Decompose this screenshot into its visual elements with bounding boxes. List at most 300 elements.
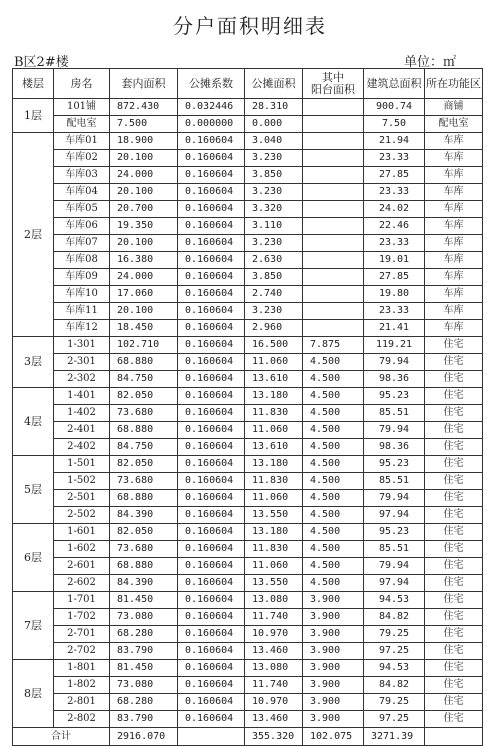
room-cell: 2-702 bbox=[54, 643, 110, 660]
share-coef-cell: 0.160604 bbox=[178, 235, 245, 252]
table-footer bbox=[13, 728, 483, 746]
share-area-cell: 13.180 bbox=[245, 524, 303, 541]
total-area-cell: 97.25 bbox=[364, 643, 425, 660]
share-coef-cell: 0.160604 bbox=[178, 677, 245, 694]
zone-cell: 车库 bbox=[425, 218, 483, 235]
room-cell: 1-502 bbox=[54, 473, 110, 490]
share-area-cell: 11.740 bbox=[245, 677, 303, 694]
inner-area-cell: 81.450 bbox=[110, 660, 178, 677]
table-row bbox=[13, 473, 483, 490]
room-cell: 2-302 bbox=[54, 371, 110, 388]
inner-area-cell: 872.430 bbox=[110, 99, 178, 116]
share-area-cell: 0.000 bbox=[245, 116, 303, 133]
share-coef-cell: 0.160604 bbox=[178, 643, 245, 660]
total-area-cell: 97.94 bbox=[364, 575, 425, 592]
share-area-cell: 3.110 bbox=[245, 218, 303, 235]
share-coef-cell: 0.160604 bbox=[178, 626, 245, 643]
room-cell: 2-301 bbox=[54, 354, 110, 371]
inner-area-cell: 83.790 bbox=[110, 643, 178, 660]
total-zone bbox=[425, 728, 483, 746]
share-coef-cell: 0.160604 bbox=[178, 524, 245, 541]
zone-cell: 住宅 bbox=[425, 592, 483, 609]
share-coef-cell: 0.160604 bbox=[178, 609, 245, 626]
share-area-cell: 2.740 bbox=[245, 286, 303, 303]
header-share-area: 公摊面积 bbox=[245, 69, 303, 99]
share-area-cell: 28.310 bbox=[245, 99, 303, 116]
balcony-cell: 3.900 bbox=[303, 592, 364, 609]
inner-area-cell: 102.710 bbox=[110, 337, 178, 354]
zone-cell: 车库 bbox=[425, 235, 483, 252]
share-area-cell: 3.230 bbox=[245, 150, 303, 167]
share-area-cell: 3.230 bbox=[245, 235, 303, 252]
zone-cell: 住宅 bbox=[425, 388, 483, 405]
room-cell: 2-502 bbox=[54, 507, 110, 524]
inner-area-cell: 20.100 bbox=[110, 303, 178, 320]
zone-cell: 车库 bbox=[425, 303, 483, 320]
zone-cell: 住宅 bbox=[425, 694, 483, 711]
inner-area-cell: 20.100 bbox=[110, 184, 178, 201]
zone-cell: 住宅 bbox=[425, 524, 483, 541]
zone-cell: 住宅 bbox=[425, 677, 483, 694]
share-coef-cell: 0.160604 bbox=[178, 711, 245, 728]
room-cell: 车库08 bbox=[54, 252, 110, 269]
share-coef-cell: 0.160604 bbox=[178, 218, 245, 235]
inner-area-cell: 82.050 bbox=[110, 388, 178, 405]
share-area-cell: 3.850 bbox=[245, 167, 303, 184]
zone-cell: 住宅 bbox=[425, 422, 483, 439]
total-area-cell: 85.51 bbox=[364, 541, 425, 558]
share-coef-cell: 0.160604 bbox=[178, 133, 245, 150]
table-row bbox=[13, 269, 483, 286]
zone-cell: 住宅 bbox=[425, 490, 483, 507]
inner-area-cell: 68.880 bbox=[110, 422, 178, 439]
share-area-cell: 13.460 bbox=[245, 711, 303, 728]
table-header bbox=[13, 69, 483, 99]
inner-area-cell: 73.680 bbox=[110, 405, 178, 422]
room-cell: 车库05 bbox=[54, 201, 110, 218]
inner-area-cell: 82.050 bbox=[110, 456, 178, 473]
total-area-cell: 85.51 bbox=[364, 473, 425, 490]
header-zone: 所在功能区 bbox=[425, 69, 483, 99]
total-row bbox=[13, 728, 483, 746]
zone-cell: 住宅 bbox=[425, 456, 483, 473]
room-cell: 2-701 bbox=[54, 626, 110, 643]
share-area-cell: 3.850 bbox=[245, 269, 303, 286]
inner-area-cell: 20.100 bbox=[110, 150, 178, 167]
area-table bbox=[12, 68, 483, 746]
table-row bbox=[13, 150, 483, 167]
balcony-cell: 4.500 bbox=[303, 541, 364, 558]
table-row bbox=[13, 524, 483, 541]
balcony-cell: 3.900 bbox=[303, 660, 364, 677]
share-area-cell: 13.080 bbox=[245, 592, 303, 609]
share-area-cell: 11.740 bbox=[245, 609, 303, 626]
balcony-cell: 4.500 bbox=[303, 575, 364, 592]
floor-cell: 4层 bbox=[13, 388, 54, 456]
room-cell: 车库11 bbox=[54, 303, 110, 320]
room-cell: 1-401 bbox=[54, 388, 110, 405]
room-cell: 配电室 bbox=[54, 116, 110, 133]
balcony-cell: 4.500 bbox=[303, 490, 364, 507]
page-title: 分户面积明细表 bbox=[173, 14, 327, 38]
table-row bbox=[13, 337, 483, 354]
inner-area-cell: 19.350 bbox=[110, 218, 178, 235]
balcony-cell: 3.900 bbox=[303, 711, 364, 728]
total-area-cell: 27.85 bbox=[364, 269, 425, 286]
total-area-cell: 79.94 bbox=[364, 558, 425, 575]
balcony-cell: 4.500 bbox=[303, 456, 364, 473]
table-row bbox=[13, 303, 483, 320]
inner-area-cell: 18.450 bbox=[110, 320, 178, 337]
zone-cell: 住宅 bbox=[425, 507, 483, 524]
balcony-cell: 4.500 bbox=[303, 354, 364, 371]
total-area-cell: 7.50 bbox=[364, 116, 425, 133]
total-label: 合计 bbox=[13, 728, 110, 746]
share-coef-cell: 0.160604 bbox=[178, 439, 245, 456]
share-coef-cell: 0.160604 bbox=[178, 337, 245, 354]
room-cell: 车库10 bbox=[54, 286, 110, 303]
balcony-cell: 3.900 bbox=[303, 694, 364, 711]
share-coef-cell: 0.032446 bbox=[178, 99, 245, 116]
balcony-cell: 3.900 bbox=[303, 626, 364, 643]
room-cell: 1-801 bbox=[54, 660, 110, 677]
total-area-cell: 97.94 bbox=[364, 507, 425, 524]
balcony-cell: 4.500 bbox=[303, 524, 364, 541]
balcony-cell bbox=[303, 99, 364, 116]
room-cell: 1-301 bbox=[54, 337, 110, 354]
inner-area-cell: 84.390 bbox=[110, 575, 178, 592]
inner-area-cell: 73.080 bbox=[110, 609, 178, 626]
share-coef-cell: 0.160604 bbox=[178, 592, 245, 609]
total-area-cell: 21.94 bbox=[364, 133, 425, 150]
share-area-cell: 10.970 bbox=[245, 694, 303, 711]
header-balcony-line2: 阳台面积 bbox=[311, 82, 355, 96]
share-area-cell: 3.320 bbox=[245, 201, 303, 218]
share-area-cell: 13.610 bbox=[245, 439, 303, 456]
balcony-cell bbox=[303, 235, 364, 252]
header-share-coef: 公摊系数 bbox=[178, 69, 245, 99]
balcony-cell: 7.875 bbox=[303, 337, 364, 354]
zone-cell: 商铺 bbox=[425, 99, 483, 116]
room-cell: 2-802 bbox=[54, 711, 110, 728]
table-row bbox=[13, 422, 483, 439]
balcony-cell bbox=[303, 286, 364, 303]
share-coef-cell: 0.160604 bbox=[178, 660, 245, 677]
inner-area-cell: 16.380 bbox=[110, 252, 178, 269]
total-area-cell: 79.94 bbox=[364, 354, 425, 371]
header-floor: 楼层 bbox=[13, 69, 54, 99]
total-area-cell: 79.94 bbox=[364, 490, 425, 507]
share-coef-cell: 0.160604 bbox=[178, 252, 245, 269]
zone-cell: 车库 bbox=[425, 320, 483, 337]
inner-area-cell: 18.900 bbox=[110, 133, 178, 150]
room-cell: 1-802 bbox=[54, 677, 110, 694]
building-label: B区2#楼 bbox=[14, 55, 69, 70]
room-cell: 2-501 bbox=[54, 490, 110, 507]
table-body bbox=[13, 99, 483, 728]
balcony-cell bbox=[303, 320, 364, 337]
balcony-cell bbox=[303, 269, 364, 286]
share-area-cell: 11.060 bbox=[245, 354, 303, 371]
table-row bbox=[13, 388, 483, 405]
inner-area-cell: 84.390 bbox=[110, 507, 178, 524]
total-total-area: 3271.39 bbox=[364, 728, 425, 746]
zone-cell: 住宅 bbox=[425, 337, 483, 354]
share-coef-cell: 0.160604 bbox=[178, 201, 245, 218]
share-area-cell: 13.460 bbox=[245, 643, 303, 660]
table-row bbox=[13, 541, 483, 558]
balcony-cell: 3.900 bbox=[303, 643, 364, 660]
zone-cell: 车库 bbox=[425, 167, 483, 184]
total-area-cell: 19.80 bbox=[364, 286, 425, 303]
table-row bbox=[13, 405, 483, 422]
room-cell: 1-402 bbox=[54, 405, 110, 422]
room-cell: 车库06 bbox=[54, 218, 110, 235]
header-room: 房名 bbox=[54, 69, 110, 99]
table-row bbox=[13, 575, 483, 592]
share-area-cell: 11.830 bbox=[245, 405, 303, 422]
zone-cell: 住宅 bbox=[425, 405, 483, 422]
share-coef-cell: 0.160604 bbox=[178, 575, 245, 592]
share-area-cell: 13.550 bbox=[245, 507, 303, 524]
zone-cell: 车库 bbox=[425, 252, 483, 269]
share-coef-cell: 0.160604 bbox=[178, 269, 245, 286]
total-area-cell: 79.25 bbox=[364, 694, 425, 711]
inner-area-cell: 20.100 bbox=[110, 235, 178, 252]
share-coef-cell: 0.160604 bbox=[178, 167, 245, 184]
balcony-cell: 4.500 bbox=[303, 558, 364, 575]
total-area-cell: 94.53 bbox=[364, 660, 425, 677]
balcony-cell: 4.500 bbox=[303, 422, 364, 439]
total-area-cell: 84.82 bbox=[364, 609, 425, 626]
total-area-cell: 95.23 bbox=[364, 524, 425, 541]
table-row bbox=[13, 439, 483, 456]
room-cell: 车库04 bbox=[54, 184, 110, 201]
room-cell: 车库02 bbox=[54, 150, 110, 167]
zone-cell: 车库 bbox=[425, 269, 483, 286]
inner-area-cell: 73.680 bbox=[110, 541, 178, 558]
table-row bbox=[13, 592, 483, 609]
room-cell: 车库09 bbox=[54, 269, 110, 286]
room-cell: 1-701 bbox=[54, 592, 110, 609]
table-row bbox=[13, 354, 483, 371]
room-cell: 2-801 bbox=[54, 694, 110, 711]
total-share-area: 355.320 bbox=[245, 728, 303, 746]
balcony-cell bbox=[303, 150, 364, 167]
zone-cell: 车库 bbox=[425, 184, 483, 201]
zone-cell: 住宅 bbox=[425, 643, 483, 660]
share-area-cell: 13.180 bbox=[245, 388, 303, 405]
table-row bbox=[13, 490, 483, 507]
total-area-cell: 19.01 bbox=[364, 252, 425, 269]
share-area-cell: 2.960 bbox=[245, 320, 303, 337]
floor-cell: 3层 bbox=[13, 337, 54, 388]
inner-area-cell: 17.060 bbox=[110, 286, 178, 303]
inner-area-cell: 68.280 bbox=[110, 626, 178, 643]
total-area-cell: 23.33 bbox=[364, 303, 425, 320]
floor-cell: 5层 bbox=[13, 456, 54, 524]
balcony-cell: 4.500 bbox=[303, 473, 364, 490]
total-area-cell: 79.94 bbox=[364, 422, 425, 439]
share-coef-cell: 0.160604 bbox=[178, 320, 245, 337]
share-area-cell: 16.500 bbox=[245, 337, 303, 354]
table-row bbox=[13, 558, 483, 575]
share-coef-cell: 0.160604 bbox=[178, 694, 245, 711]
zone-cell: 住宅 bbox=[425, 711, 483, 728]
inner-area-cell: 68.280 bbox=[110, 694, 178, 711]
room-cell: 车库03 bbox=[54, 167, 110, 184]
zone-cell: 住宅 bbox=[425, 660, 483, 677]
floor-cell: 7层 bbox=[13, 592, 54, 660]
balcony-cell: 4.500 bbox=[303, 371, 364, 388]
balcony-cell: 3.900 bbox=[303, 677, 364, 694]
share-coef-cell: 0.160604 bbox=[178, 422, 245, 439]
table-row bbox=[13, 252, 483, 269]
zone-cell: 住宅 bbox=[425, 626, 483, 643]
balcony-cell: 3.900 bbox=[303, 609, 364, 626]
share-area-cell: 11.060 bbox=[245, 558, 303, 575]
table-row bbox=[13, 643, 483, 660]
inner-area-cell: 84.750 bbox=[110, 439, 178, 456]
share-area-cell: 13.180 bbox=[245, 456, 303, 473]
zone-cell: 住宅 bbox=[425, 473, 483, 490]
balcony-cell bbox=[303, 303, 364, 320]
total-area-cell: 23.33 bbox=[364, 150, 425, 167]
balcony-cell bbox=[303, 184, 364, 201]
table-row bbox=[13, 133, 483, 150]
share-area-cell: 3.230 bbox=[245, 184, 303, 201]
room-cell: 1-602 bbox=[54, 541, 110, 558]
table-row bbox=[13, 320, 483, 337]
share-area-cell: 13.080 bbox=[245, 660, 303, 677]
table-row bbox=[13, 116, 483, 133]
share-coef-cell: 0.160604 bbox=[178, 150, 245, 167]
room-cell: 1-601 bbox=[54, 524, 110, 541]
share-coef-cell: 0.000000 bbox=[178, 116, 245, 133]
share-area-cell: 10.970 bbox=[245, 626, 303, 643]
total-area-cell: 97.25 bbox=[364, 711, 425, 728]
zone-cell: 住宅 bbox=[425, 575, 483, 592]
share-area-cell: 11.060 bbox=[245, 422, 303, 439]
total-area-cell: 900.74 bbox=[364, 99, 425, 116]
share-coef-cell: 0.160604 bbox=[178, 473, 245, 490]
total-area-cell: 98.36 bbox=[364, 371, 425, 388]
room-cell: 车库01 bbox=[54, 133, 110, 150]
header-balcony bbox=[303, 69, 364, 99]
table-row bbox=[13, 201, 483, 218]
share-area-cell: 3.040 bbox=[245, 133, 303, 150]
table-row bbox=[13, 660, 483, 677]
total-balcony: 102.075 bbox=[303, 728, 364, 746]
table-row bbox=[13, 371, 483, 388]
inner-area-cell: 24.000 bbox=[110, 269, 178, 286]
share-area-cell: 11.830 bbox=[245, 473, 303, 490]
room-cell: 2-602 bbox=[54, 575, 110, 592]
total-area-cell: 27.85 bbox=[364, 167, 425, 184]
share-coef-cell: 0.160604 bbox=[178, 490, 245, 507]
share-area-cell: 2.630 bbox=[245, 252, 303, 269]
share-coef-cell: 0.160604 bbox=[178, 541, 245, 558]
balcony-cell bbox=[303, 201, 364, 218]
zone-cell: 住宅 bbox=[425, 541, 483, 558]
share-coef-cell: 0.160604 bbox=[178, 303, 245, 320]
total-share-coef bbox=[178, 728, 245, 746]
inner-area-cell: 24.000 bbox=[110, 167, 178, 184]
room-cell: 2-401 bbox=[54, 422, 110, 439]
zone-cell: 住宅 bbox=[425, 371, 483, 388]
inner-area-cell: 7.500 bbox=[110, 116, 178, 133]
inner-area-cell: 68.880 bbox=[110, 490, 178, 507]
table-row bbox=[13, 694, 483, 711]
header-balcony-line1: 其中 bbox=[322, 70, 344, 84]
table-row bbox=[13, 626, 483, 643]
total-area-cell: 94.53 bbox=[364, 592, 425, 609]
unit-label: 单位：㎡ bbox=[403, 55, 456, 70]
table-row bbox=[13, 609, 483, 626]
zone-cell: 车库 bbox=[425, 133, 483, 150]
balcony-cell bbox=[303, 167, 364, 184]
zone-cell: 住宅 bbox=[425, 558, 483, 575]
table-row bbox=[13, 456, 483, 473]
share-area-cell: 3.230 bbox=[245, 303, 303, 320]
share-area-cell: 11.830 bbox=[245, 541, 303, 558]
total-area-cell: 23.33 bbox=[364, 184, 425, 201]
inner-area-cell: 73.080 bbox=[110, 677, 178, 694]
zone-cell: 车库 bbox=[425, 150, 483, 167]
header-inner-area: 套内面积 bbox=[110, 69, 178, 99]
share-coef-cell: 0.160604 bbox=[178, 405, 245, 422]
zone-cell: 车库 bbox=[425, 201, 483, 218]
room-cell: 1-702 bbox=[54, 609, 110, 626]
balcony-cell bbox=[303, 252, 364, 269]
total-area-cell: 24.02 bbox=[364, 201, 425, 218]
inner-area-cell: 68.880 bbox=[110, 558, 178, 575]
room-cell: 车库07 bbox=[54, 235, 110, 252]
total-area-cell: 79.25 bbox=[364, 626, 425, 643]
floor-cell: 1层 bbox=[13, 99, 54, 133]
floor-cell: 6层 bbox=[13, 524, 54, 592]
balcony-cell bbox=[303, 116, 364, 133]
balcony-cell: 4.500 bbox=[303, 439, 364, 456]
total-area-cell: 84.82 bbox=[364, 677, 425, 694]
table-row bbox=[13, 167, 483, 184]
floor-cell: 2层 bbox=[13, 133, 54, 337]
share-coef-cell: 0.160604 bbox=[178, 354, 245, 371]
share-coef-cell: 0.160604 bbox=[178, 371, 245, 388]
table-row bbox=[13, 218, 483, 235]
share-coef-cell: 0.160604 bbox=[178, 456, 245, 473]
table-row bbox=[13, 286, 483, 303]
share-area-cell: 13.550 bbox=[245, 575, 303, 592]
inner-area-cell: 20.700 bbox=[110, 201, 178, 218]
table-row bbox=[13, 184, 483, 201]
table-row bbox=[13, 677, 483, 694]
room-cell: 1-501 bbox=[54, 456, 110, 473]
total-area-cell: 95.23 bbox=[364, 456, 425, 473]
room-cell: 2-402 bbox=[54, 439, 110, 456]
share-area-cell: 13.610 bbox=[245, 371, 303, 388]
zone-cell: 车库 bbox=[425, 286, 483, 303]
balcony-cell: 4.500 bbox=[303, 507, 364, 524]
inner-area-cell: 68.880 bbox=[110, 354, 178, 371]
inner-area-cell: 84.750 bbox=[110, 371, 178, 388]
share-coef-cell: 0.160604 bbox=[178, 558, 245, 575]
inner-area-cell: 73.680 bbox=[110, 473, 178, 490]
total-area-cell: 23.33 bbox=[364, 235, 425, 252]
room-cell: 车库12 bbox=[54, 320, 110, 337]
total-area-cell: 119.21 bbox=[364, 337, 425, 354]
table-row bbox=[13, 99, 483, 116]
